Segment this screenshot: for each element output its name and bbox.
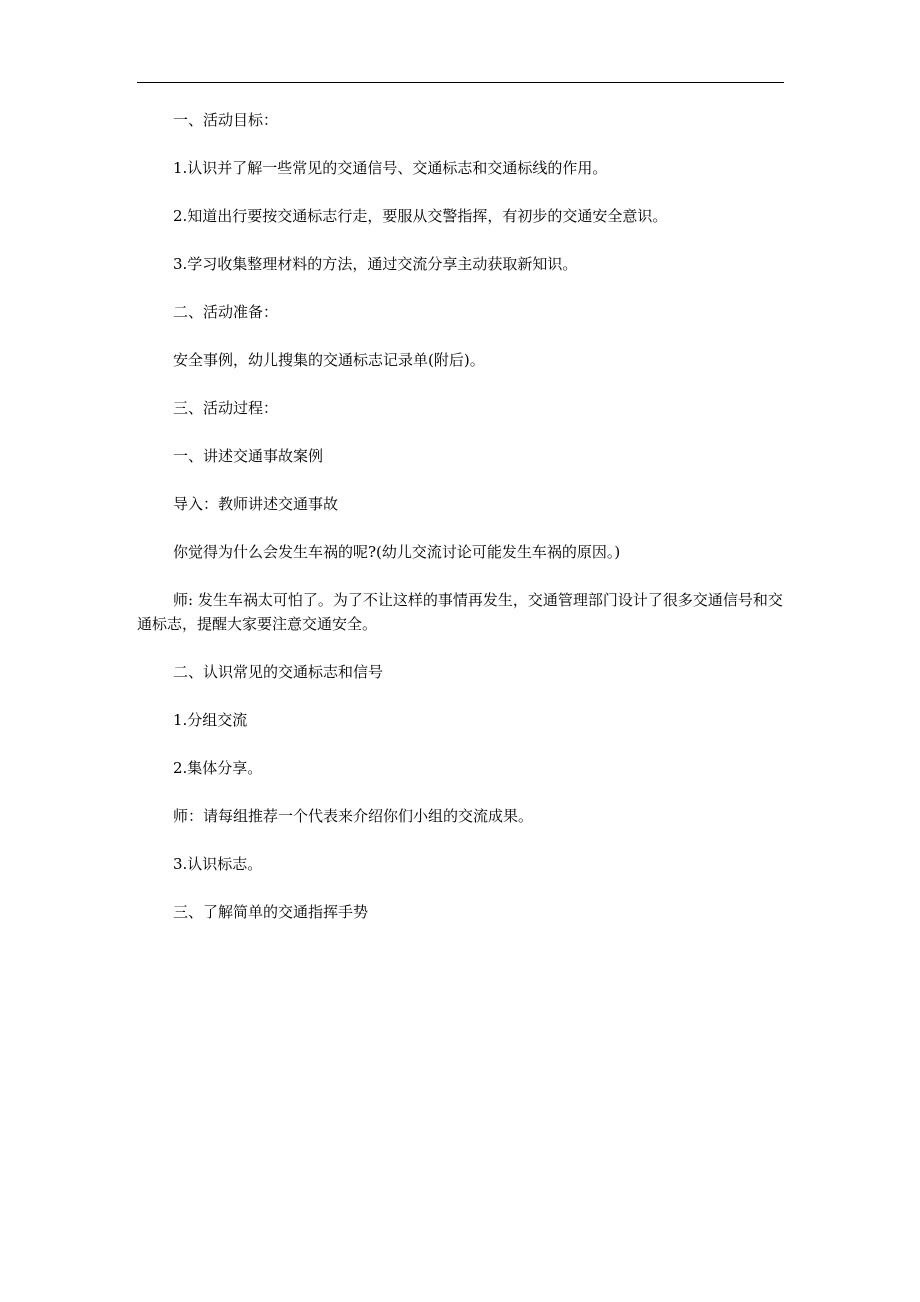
- question-text: 你觉得为什么会发生车祸的呢?(幼儿交流讨论可能发生车祸的原因。): [173, 543, 621, 561]
- header-rule: [137, 82, 784, 83]
- teacher-instruction: 师：请每组推荐一个代表来介绍你们小组的交流成果。: [173, 807, 534, 825]
- sub-step-2: 2.集体分享。: [173, 759, 263, 777]
- sub-step-1: 1.分组交流: [173, 711, 248, 729]
- section-heading-goals: 一、活动目标：: [173, 111, 279, 129]
- document-body: [137, 108, 784, 948]
- goal-item-3: 3.学习收集整理材料的方法，通过交流分享主动获取新知识。: [173, 255, 578, 273]
- teacher-remark: 师: 发生车祸太可怕了。为了不让这样的事情再发生，交通管理部门设计了很多交通信号和交通标志，提醒大家要注意交通安全。: [137, 591, 783, 633]
- step-heading-3: 三、了解简单的交通指挥手势: [173, 903, 369, 921]
- intro-text: 导入：教师讲述交通事故: [173, 495, 339, 513]
- step-heading-2: 二、认识常见的交通标志和信号: [173, 663, 384, 681]
- section-heading-preparation: 二、活动准备：: [173, 303, 279, 321]
- preparation-text: 安全事例，幼儿搜集的交通标志记录单(附后)。: [173, 351, 485, 369]
- goal-item-1: 1.认识并了解一些常见的交通信号、交通标志和交通标线的作用。: [173, 159, 608, 177]
- goal-item-2: 2.知道出行要按交通标志行走，要服从交警指挥，有初步的交通安全意识。: [173, 207, 668, 225]
- sub-step-3: 3.认识标志。: [173, 855, 263, 873]
- section-heading-process: 三、活动过程：: [173, 399, 279, 417]
- step-heading-1: 一、讲述交通事故案例: [173, 447, 324, 465]
